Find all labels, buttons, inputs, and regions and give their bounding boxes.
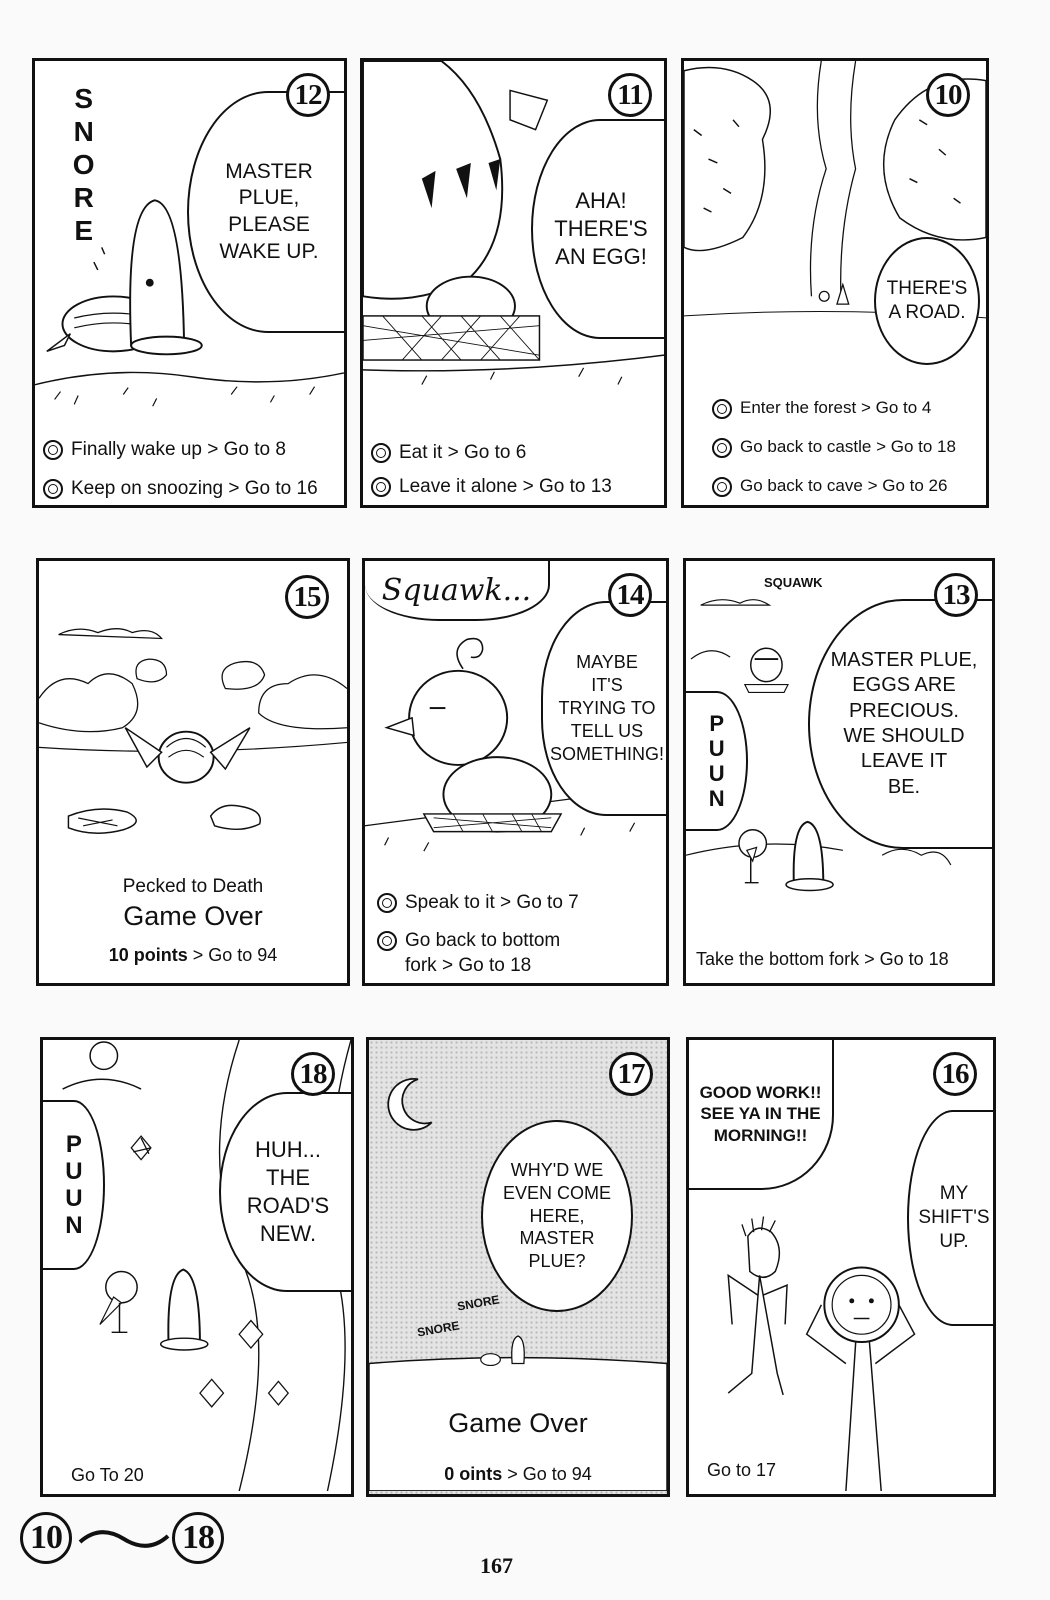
panel-number: 11 (608, 73, 652, 117)
puun-bubble (686, 691, 748, 831)
choice-option[interactable] (43, 438, 286, 463)
speech-bubble (808, 599, 995, 849)
score-goto: > Go to 94 (187, 945, 278, 965)
panel-10 (681, 58, 989, 508)
speech-bubble (541, 601, 669, 816)
score-line[interactable] (39, 945, 347, 966)
speech-bubble-flower (907, 1110, 996, 1326)
choice-label: Keep on snoozing > Go to 16 (71, 478, 318, 499)
puun-sfx: PUUN (704, 711, 730, 811)
panel-16 (686, 1037, 996, 1497)
choice-bullet-icon (377, 893, 397, 913)
snore-sfx: SNORE (68, 83, 100, 248)
choice-label: Finally wake up > Go to 8 (71, 439, 286, 460)
choice-bullet-icon (712, 438, 732, 458)
choice-option[interactable] (712, 475, 947, 497)
choice-label: Speak to it > Go to 7 (405, 892, 579, 913)
speech-bubble (219, 1092, 354, 1292)
panel-17 (366, 1037, 670, 1497)
choice-label: Eat it > Go to 6 (399, 442, 527, 463)
choice-option[interactable] (377, 891, 579, 916)
speech-bubble (531, 119, 667, 339)
snore-sfx-1: SNORE (456, 1292, 501, 1314)
speech-text-flower: MY SHIFT'S UP. (918, 1182, 990, 1253)
choice-footer[interactable]: Take the bottom fork > Go to 18 (696, 949, 949, 969)
choice-label: Leave it alone > Go to 13 (399, 476, 612, 497)
choice-option[interactable] (43, 477, 318, 502)
choice-bullet-icon (377, 931, 397, 951)
choice-option[interactable] (712, 436, 956, 458)
page-range-marker (20, 1508, 230, 1568)
game-over-label: Game Over (448, 1408, 588, 1438)
range-start: 10 (20, 1512, 72, 1564)
score-goto: > Go to 94 (502, 1464, 592, 1484)
panel-11 (360, 58, 667, 508)
choice-option[interactable] (371, 475, 612, 500)
panel-number: 10 (926, 73, 970, 117)
score-points: 0 oints (444, 1464, 503, 1484)
speech-text: MAYBE IT'S TRYING TO TELL US SOMETHING! (549, 652, 664, 764)
choice-option[interactable] (371, 441, 526, 466)
choice-footer[interactable]: Go To 20 (71, 1465, 144, 1485)
death-caption: Pecked to Death (122, 876, 264, 897)
choice-option[interactable] (377, 929, 560, 978)
range-tilde-icon (76, 1526, 172, 1552)
choice-bullet-icon (371, 477, 391, 497)
speech-bubble (187, 91, 347, 333)
squawk-sfx: SQUAWK (764, 575, 823, 590)
panel-number: 17 (609, 1052, 653, 1096)
panel-number: 15 (285, 575, 329, 619)
game-over-label: Game Over (123, 901, 263, 931)
speech-text: MASTER PLUE, EGGS ARE PRECIOUS. WE SHOULD LEAVE IT BE. (830, 648, 978, 798)
panel-number: 13 (934, 573, 978, 617)
panel-number: 18 (291, 1052, 335, 1096)
page-number: 167 (480, 1553, 513, 1578)
choice-option[interactable] (712, 397, 931, 419)
speech-text: AHA! THERE'S AN EGG! (554, 188, 648, 269)
panel-13 (683, 558, 995, 986)
speech-text: WHY'D WE EVEN COME HERE, MASTER PLUE? (502, 1159, 612, 1272)
speech-text: HUH... THE ROAD'S NEW. (246, 1137, 330, 1246)
squawk-text: Squawk... (381, 572, 532, 608)
speech-text: MASTER PLUE, PLEASE WAKE UP. (219, 159, 319, 263)
speech-bubble-boss (689, 1040, 834, 1190)
choice-label: Go back to castle > Go to 18 (740, 437, 956, 456)
speech-text-boss: GOOD WORK!! SEE YA IN THE MORNING!! (699, 1082, 822, 1145)
choice-label: Enter the forest > Go to 4 (740, 398, 932, 417)
choice-bullet-icon (712, 399, 732, 419)
squawk-bubble (365, 561, 550, 621)
score-line[interactable] (369, 1464, 667, 1485)
choice-bullet-icon (712, 477, 732, 497)
puun-bubble (43, 1100, 105, 1270)
choice-label: Go back to bottom fork > Go to 18 (405, 930, 561, 976)
range-end: 18 (172, 1512, 224, 1564)
choice-footer[interactable]: Go to 17 (707, 1460, 777, 1480)
choice-bullet-icon (371, 443, 391, 463)
panel-number: 16 (933, 1052, 977, 1096)
snore-sfx-2: SNORE (416, 1318, 461, 1340)
panel-number: 14 (608, 573, 652, 617)
choice-bullet-icon (43, 479, 63, 499)
score-points: 10 points (108, 945, 188, 965)
speech-bubble (481, 1120, 633, 1312)
puun-sfx: PUUN (60, 1131, 88, 1239)
speech-bubble (874, 237, 980, 365)
panel-15 (36, 558, 350, 986)
panel-14 (362, 558, 669, 986)
panel-18 (40, 1037, 354, 1497)
panel-number: 12 (286, 73, 330, 117)
choice-bullet-icon (43, 440, 63, 460)
speech-text: THERE'S A ROAD. (886, 277, 968, 323)
panel-12 (32, 58, 347, 508)
choice-label: Go back to cave > Go to 26 (740, 476, 948, 495)
